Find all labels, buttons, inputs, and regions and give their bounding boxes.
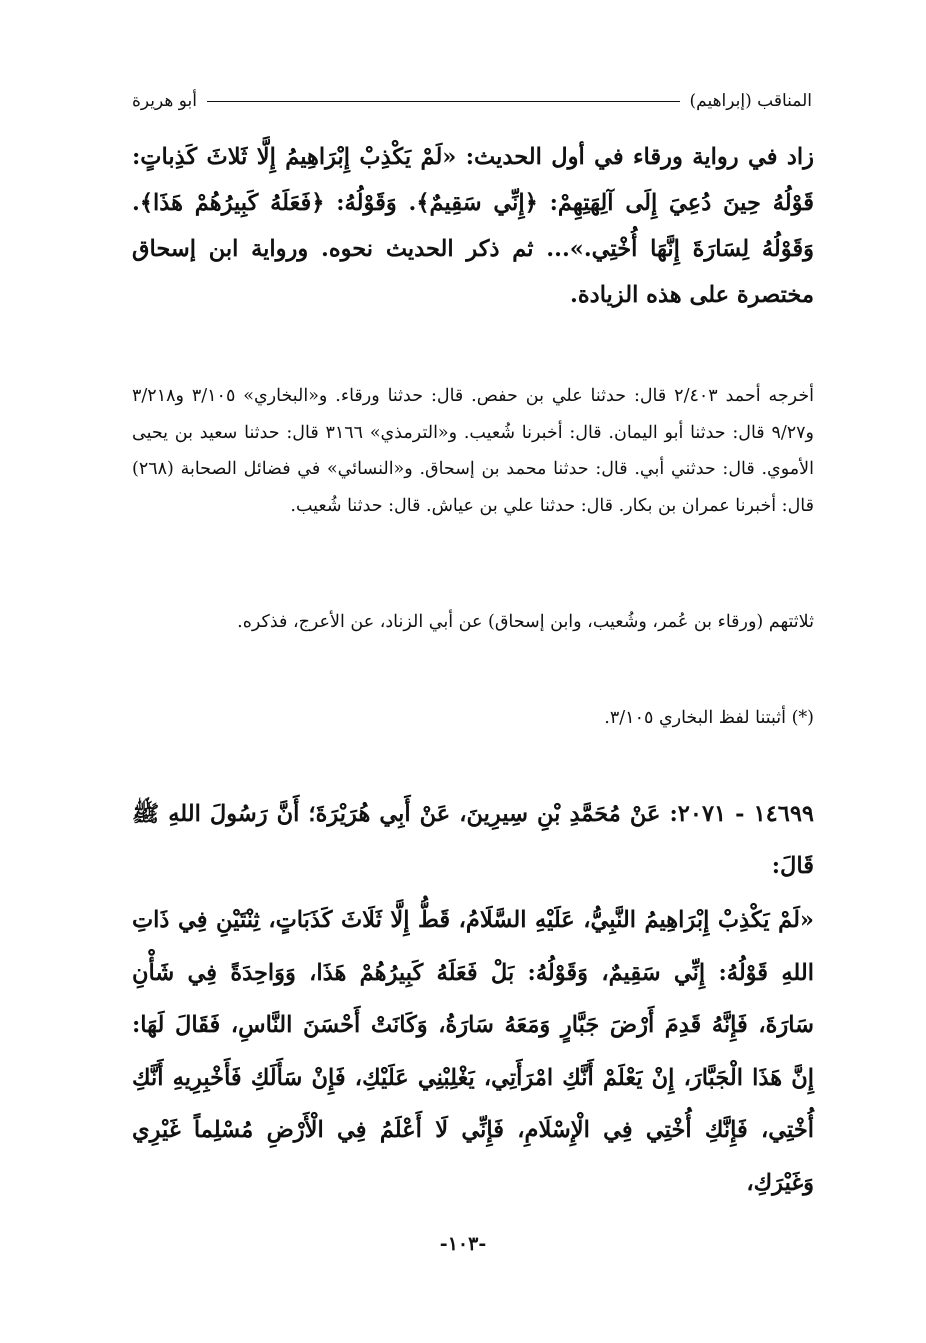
header-companion-name: أبو هريرة <box>132 91 198 111</box>
intro-paragraph: زاد في رواية ورقاء في أول الحديث: «لَمْ يَكْذِبْ إِبْرَاهِيمُ إِلَّا ثَلاثَ كَذِباتٍ: قَوْلُهُ حِينَ دُعِيَ إِلَى آلِهَتِهِمْ: ﴿إِنِّي سَقِيمٌ﴾. وَقَوْلُهُ: ﴿فَعَلَهُ كَبِيرُهُمْ هَذَا﴾. وَقَوْلُهُ لِسَارَةَ إِنَّهَا أُخْتِي.»... ثم ذكر الحديث نحوه. ورواية ابن إسحاق مختصرة على هذه الزيادة. <box>132 144 814 308</box>
hadith-heading: ١٤٦٩٩ - ٢٠٧١: عَنْ مُحَمَّدِ بْنِ سِيرِينَ، عَنْ أَبِي هُرَيْرَةَ؛ أَنَّ رَسُولَ اللهِ ﷺ قَالَ: <box>132 801 814 879</box>
page-number: -١٠٣- <box>439 1233 487 1255</box>
running-header <box>132 88 812 114</box>
header-rule <box>207 101 679 102</box>
narrators-note: ثلاثتهم (ورقاء بن عُمر، وشُعيب، وابن إسحاق) عن أبي الزناد، عن الأعرج، فذكره. <box>237 612 814 632</box>
hadith-text: «لَمْ يَكْذِبْ إِبْرَاهِيمُ النَّبِيُّ، عَلَيْهِ السَّلَامُ، قَطُّ إِلَّا ثَلَاثَ كَذَبَاتٍ، ثِنْتَيْنِ فِي ذَاتِ اللهِ قَوْلُهُ: إِنِّي سَقِيمٌ، وَقَوْلُهُ: بَلْ فَعَلَهُ كَبِيرُهُمْ هَذَا، وَوَاحِدَةً فِي شَأْنِ سَارَةَ، فَإِنَّهُ قَدِمَ أَرْضَ جَبَّارٍ وَمَعَهُ سَارَةُ، وَكَانَتْ أَحْسَنَ النَّاسِ، فَقَالَ لَهَا: إِنَّ هَذَا الْجَبَّارَ، إِنْ يَعْلَمْ أَنَّكِ امْرَأَتِي، يَغْلِبْنِي عَلَيْكِ، فَإِنْ سَأَلَكِ فَأَخْبِرِيهِ أَنَّكِ أُخْتِي، فَإِنَّكِ أُخْتِي فِي الْإِسْلَامِ، فَإِنِّي لَا أَعْلَمُ فِي الْأَرْضِ مُسْلِماً غَيْرِي وَغَيْرَكِ، <box>132 907 814 1196</box>
takhrij-footnote: أخرجه أحمد ٢/٤٠٣ قال: حدثنا علي بن حفص. قال: حدثنا ورقاء. و«البخاري» ٣/١٠٥ و٣/٢١٨ و٩/٢٧ قال: حدثنا أبو اليمان. قال: أخبرنا شُعيب. و«الترمذي» ٣١٦٦ قال: حدثنا سعيد بن يحيى الأموي. قال: حدثني أبي. قال: حدثنا محمد بن إسحاق. و«النسائي» في فضائل الصحابة (٢٦٨) قال: أخبرنا عمران بن بكار. قال: حدثنا علي بن عياش. قال: حدثنا شُعيب. <box>132 386 814 516</box>
fixed-wording-note: (*) أثبتنا لفظ البخاري ٣/١٠٥. <box>604 708 814 728</box>
header-chapter-title: المناقب (إبراهيم) <box>689 91 812 111</box>
